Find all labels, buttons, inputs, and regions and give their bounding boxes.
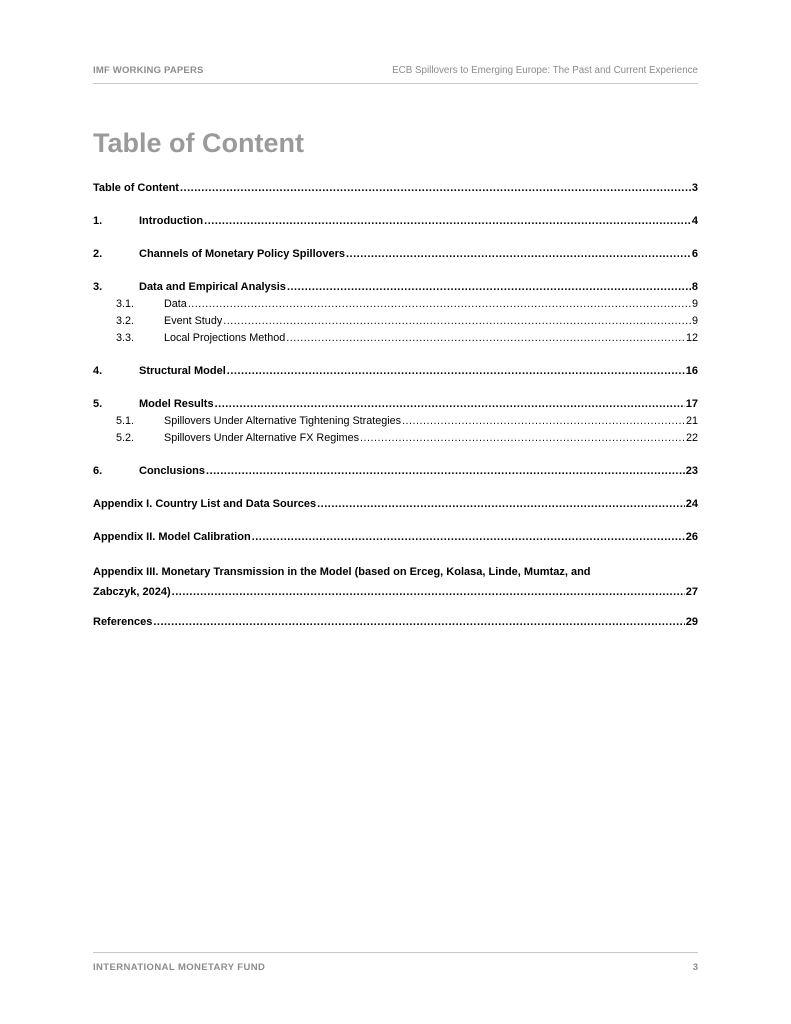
toc-dot-leader bbox=[252, 529, 685, 546]
toc-entry-appendix-1[interactable] bbox=[93, 496, 698, 513]
toc-page-number: 8 bbox=[691, 281, 698, 293]
toc-page-number: 6 bbox=[691, 248, 698, 260]
toc-entry-event-study[interactable] bbox=[93, 313, 698, 330]
toc-page-number: 24 bbox=[685, 498, 698, 510]
toc-entry-title: Appendix II. Model Calibration bbox=[93, 531, 251, 543]
toc-section-number: 3. bbox=[93, 281, 103, 293]
toc-section-number: 3.1. bbox=[116, 298, 135, 310]
toc-entry-table-of-content[interactable] bbox=[93, 180, 698, 197]
toc-entry-title: Data and Empirical Analysis bbox=[139, 281, 286, 293]
footer-organization: INTERNATIONAL MONETARY FUND bbox=[93, 962, 266, 973]
toc-dot-leader bbox=[223, 313, 691, 330]
toc-entry-title: References bbox=[93, 616, 153, 628]
toc-page-number: 22 bbox=[685, 432, 698, 444]
toc-entry-title: Spillovers Under Alternative FX Regimes bbox=[164, 432, 360, 444]
toc-dot-leader bbox=[402, 413, 685, 430]
toc-dot-leader bbox=[346, 246, 691, 263]
toc-entry-channels[interactable] bbox=[93, 246, 698, 263]
toc-page-number: 9 bbox=[691, 315, 698, 327]
toc-entry-title: Model Results bbox=[139, 398, 214, 410]
toc-dot-leader bbox=[153, 614, 684, 631]
toc-entry-title: Table of Content bbox=[93, 182, 179, 194]
toc-entry-appendix-2[interactable] bbox=[93, 529, 698, 546]
toc-dot-leader bbox=[227, 363, 685, 380]
toc-entry-title: Local Projections Method bbox=[164, 332, 286, 344]
page-header bbox=[93, 65, 698, 84]
toc-entry-title-line: Appendix III. Monetary Transmission in the Model (based on Erceg, Kolasa, Linde, Mumtaz, and bbox=[93, 566, 591, 578]
toc-section-number: 2. bbox=[93, 248, 103, 260]
toc-section-number: 4. bbox=[93, 365, 103, 377]
toc-section-number: 5. bbox=[93, 398, 103, 410]
toc-entry-title: Event Study bbox=[164, 315, 223, 327]
toc-page-number: 23 bbox=[685, 465, 698, 477]
toc-entry-introduction[interactable] bbox=[93, 213, 698, 230]
toc-page-number: 4 bbox=[691, 215, 698, 227]
toc-entry-tightening-strategies[interactable] bbox=[93, 413, 698, 430]
toc-dot-leader bbox=[286, 330, 685, 347]
toc-page-number: 21 bbox=[685, 415, 698, 427]
toc-dot-leader bbox=[180, 180, 691, 197]
toc-entry-structural-model[interactable] bbox=[93, 363, 698, 380]
page-footer bbox=[93, 952, 698, 977]
toc-entry-data-empirical[interactable] bbox=[93, 279, 698, 296]
page-title: Table of Content bbox=[93, 128, 304, 158]
toc-dot-leader bbox=[287, 279, 691, 296]
toc-entry-references[interactable] bbox=[93, 614, 698, 631]
toc-dot-leader bbox=[215, 396, 685, 413]
toc-section-number: 6. bbox=[93, 465, 103, 477]
toc-entry-title: Structural Model bbox=[139, 365, 226, 377]
toc-dot-leader bbox=[317, 496, 685, 513]
toc-page-number: 9 bbox=[691, 298, 698, 310]
header-series-label: IMF WORKING PAPERS bbox=[93, 65, 204, 76]
toc-page-number: 29 bbox=[685, 616, 698, 628]
toc-entry-model-results[interactable] bbox=[93, 396, 698, 413]
toc-page-number: 12 bbox=[685, 332, 698, 344]
toc-entry-title: Conclusions bbox=[139, 465, 206, 477]
toc-section-number: 5.1. bbox=[116, 415, 135, 427]
toc-entry-appendix-3[interactable] bbox=[93, 562, 698, 602]
toc-section-number: 3.2. bbox=[116, 315, 135, 327]
toc-page-number: 17 bbox=[685, 398, 698, 410]
toc-entry-fx-regimes[interactable] bbox=[93, 430, 698, 447]
toc-page-number: 16 bbox=[685, 365, 698, 377]
toc-dot-leader bbox=[206, 463, 685, 480]
toc-section-number: 5.2. bbox=[116, 432, 135, 444]
toc-page-number: 3 bbox=[691, 182, 698, 194]
toc-dot-leader bbox=[360, 430, 685, 447]
toc-dot-leader bbox=[188, 296, 691, 313]
toc-entry-title: Introduction bbox=[139, 215, 204, 227]
toc-section-number: 1. bbox=[93, 215, 103, 227]
toc-entry-title: Channels of Monetary Policy Spillovers bbox=[139, 248, 345, 260]
header-paper-title: ECB Spillovers to Emerging Europe: The Past and Current Experience bbox=[392, 65, 698, 76]
footer-page-number: 3 bbox=[692, 962, 698, 973]
toc-entry-title: Spillovers Under Alternative Tightening Strategies bbox=[164, 415, 402, 427]
toc-dot-leader bbox=[172, 582, 685, 602]
toc-dot-leader bbox=[204, 213, 691, 230]
toc-entry-title: Appendix I. Country List and Data Sources bbox=[93, 498, 317, 510]
toc-entry-title-line: Zabczyk, 2024) bbox=[93, 586, 171, 598]
toc-page-number: 26 bbox=[685, 531, 698, 543]
toc-entry-title: Data bbox=[164, 298, 187, 310]
toc-entry-conclusions[interactable] bbox=[93, 463, 698, 480]
toc-page-number: 27 bbox=[685, 586, 698, 598]
toc-entry-local-projections[interactable] bbox=[93, 330, 698, 347]
table-of-contents bbox=[93, 180, 698, 631]
toc-section-number: 3.3. bbox=[116, 332, 135, 344]
toc-entry-data[interactable] bbox=[93, 296, 698, 313]
